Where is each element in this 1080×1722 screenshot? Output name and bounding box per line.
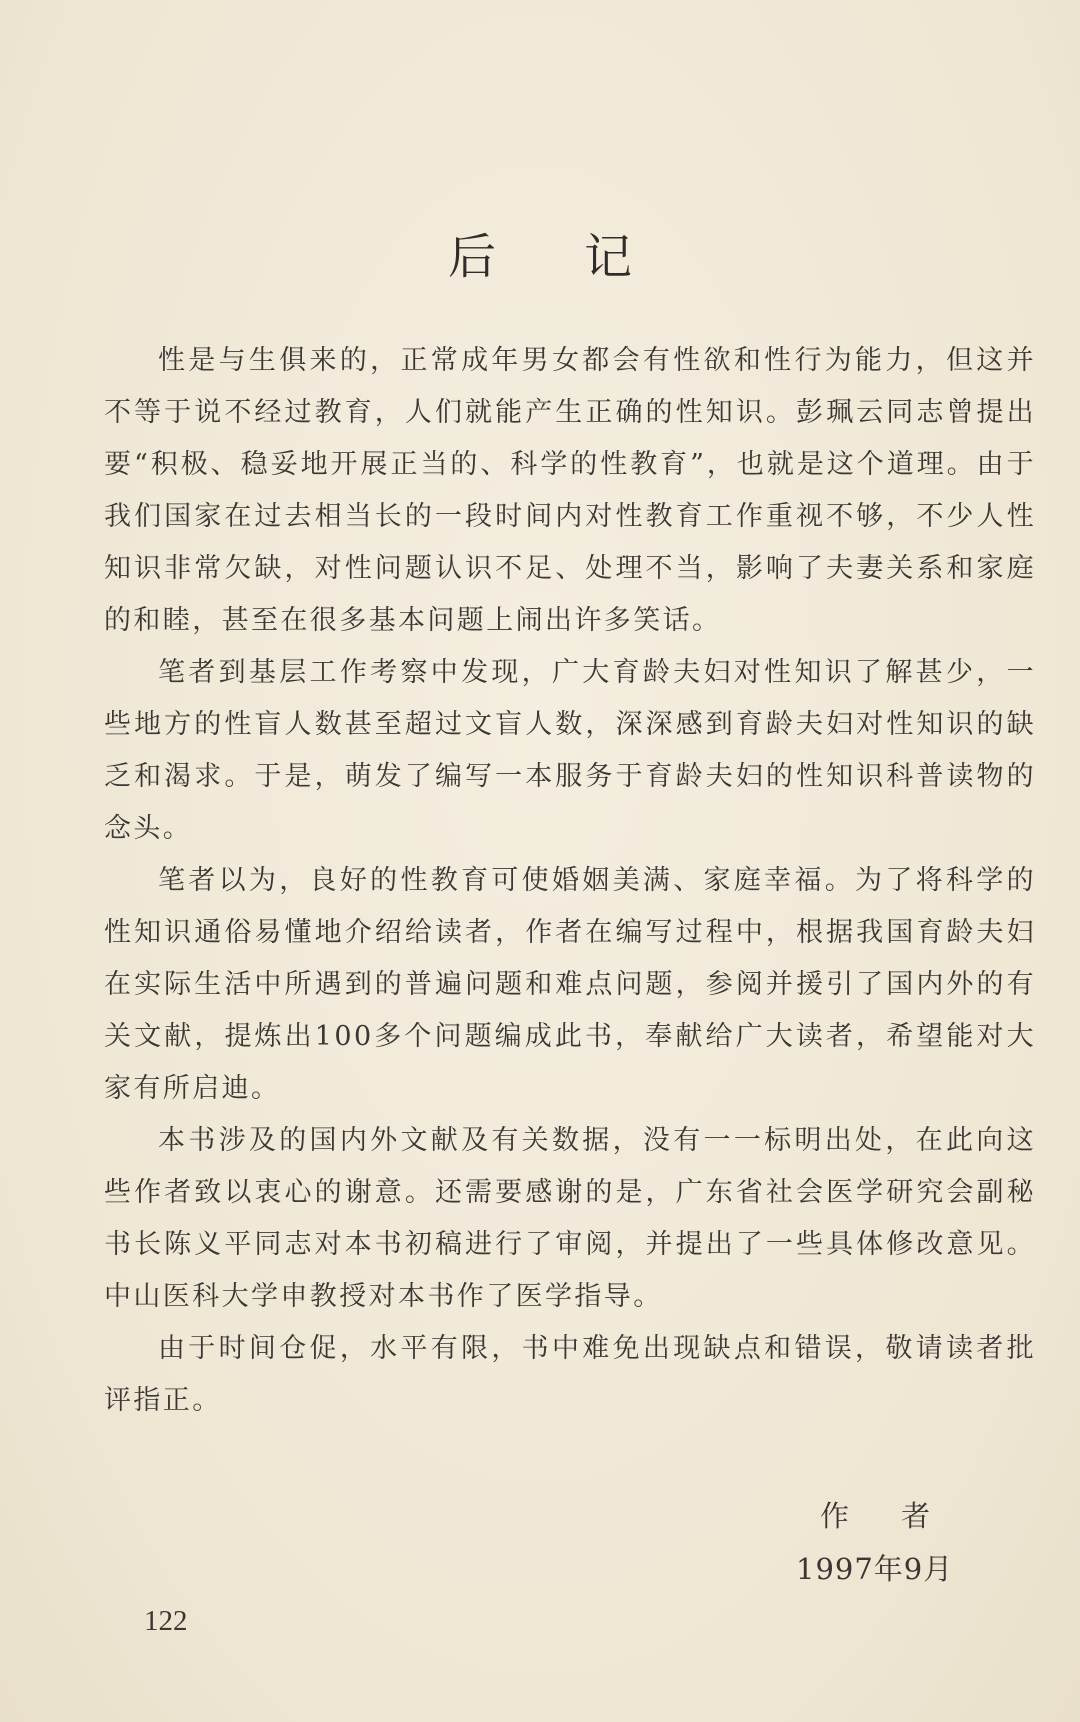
page-number: 122 (144, 1605, 188, 1637)
paragraph: 性是与生俱来的，正常成年男女都会有性欲和性行为能力，但这并不等于说不经过教育，人们就能产生正确的性知识。彭珮云同志曾提出要“积极、稳妥地开展正当的、科学的性教育”，也就是这个道理。由于我们国家在过去相当长的一段时间内对性教育工作重视不够，不少人性知识非常欠缺，对性问题认识不足、处理不当，影响了夫妻关系和家庭的和睦，甚至在很多基本问题上闹出许多笑话。 (104, 345, 1036, 636)
paragraph: 本书涉及的国内外文献及有关数据，没有一一标明出处，在此向这些作者致以衷心的谢意。还需要感谢的是，广东省社会医学研究会副秘书长陈义平同志对本书初稿进行了审阅，并提出了一些具体修改意见。中山医科大学申教授对本书作了医学指导。 (104, 1125, 1036, 1312)
signature-author: 作者 (820, 1499, 983, 1533)
signature-date: 1997年9月 (796, 1552, 954, 1586)
paragraph: 笔者到基层工作考察中发现，广大育龄夫妇对性知识了解甚少，一些地方的性盲人数甚至超过文盲人数，深深感到育龄夫妇对性知识的缺乏和渴求。于是，萌发了编写一本服务于育龄夫妇的性知识科普读物的念头。 (104, 657, 1036, 844)
page-title: 后记 (447, 229, 720, 285)
paragraph: 由于时间仓促，水平有限，书中难免出现缺点和错误，敬请读者批评指正。 (104, 1333, 1036, 1416)
afterword-body (104, 335, 1036, 1427)
paragraph: 笔者以为，良好的性教育可使婚姻美满、家庭幸福。为了将科学的性知识通俗易懂地介绍给读者，作者在编写过程中，根据我国育龄夫妇在实际生活中所遇到的普遍问题和难点问题，参阅并援引了国内外的有关文献，提炼出100多个问题编成此书，奉献给广大读者，希望能对大家有所启迪。 (104, 865, 1036, 1104)
